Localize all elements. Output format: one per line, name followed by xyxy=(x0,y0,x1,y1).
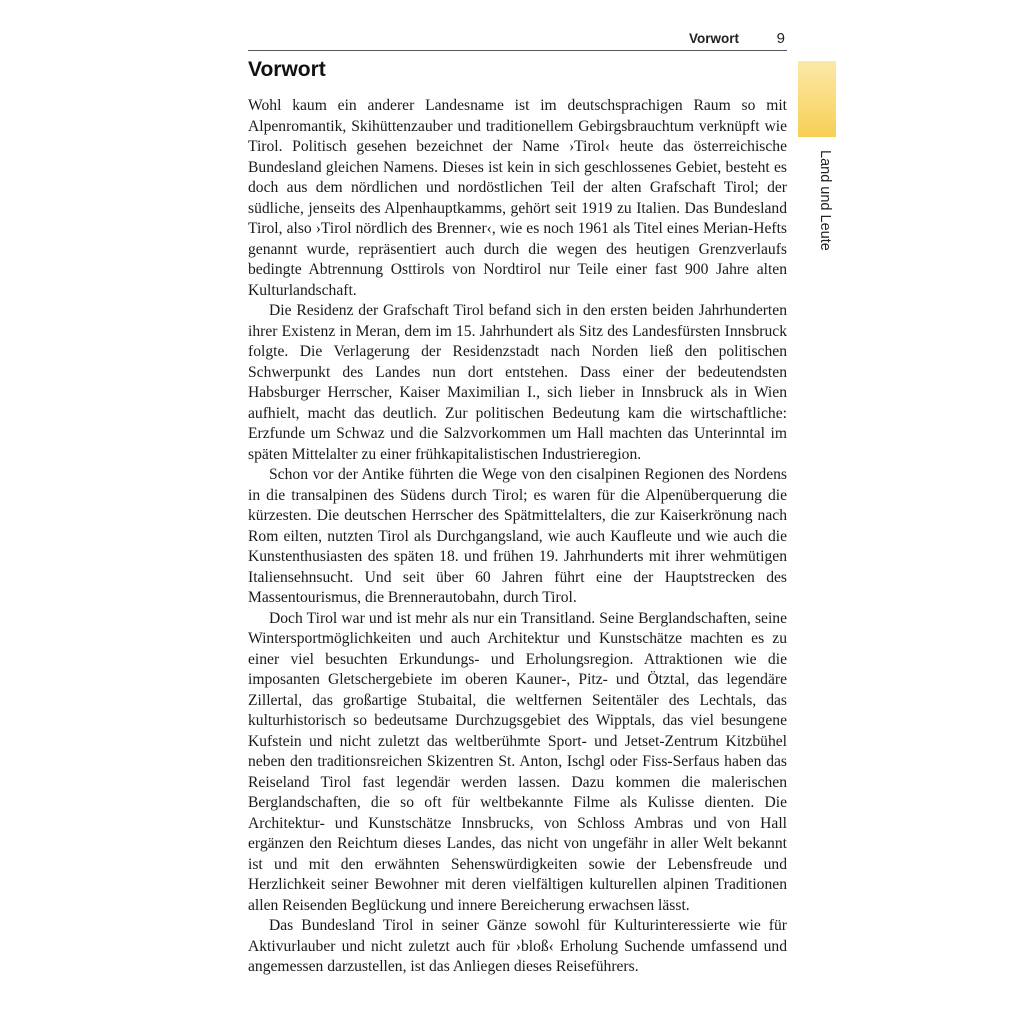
paragraph: Das Bundesland Tirol in seiner Gänze sowohl für Kulturinteressierte wie für Aktivurlauber und nicht zuletzt auch für ›bloß‹ Erholung Suchende umfassend und angemessen darzustellen, ist das Anliegen dieses Reiseführers. xyxy=(248,917,787,975)
running-head xyxy=(248,30,787,51)
chapter-title: Vorwort xyxy=(248,58,326,81)
side-section-label: Land und Leute xyxy=(817,150,833,251)
paragraph: Die Residenz der Grafschaft Tirol befand sich in den ersten beiden Jahrhunderten ihrer Existenz in Meran, dem im 15. Jahrhundert als Sitz des Landesfürsten Innsbruck folgte. Die Verlagerung der Residenzstadt nach Norden ließ den politischen Schwerpunkt des Landes nun dort entstehen. Dass einer der bedeutendsten Habsburger Herrscher, Kaiser Maximilian I., sich lieber in Innsbruck als in Wien aufhielt, macht das deutlich. Zur politischen Bedeutung kam die wirtschaftliche: Erzfunde um Schwaz und die Salzvorkommen um Hall machten das Unterinntal im späten Mittelalter zu einer frühkapitalistischen Industrieregion. xyxy=(248,302,787,463)
paragraph: Schon vor der Antike führten die Wege von den cisalpinen Regionen des Nordens in die transalpinen des Südens durch Tirol; es waren für die Alpenüberquerung die kürzesten. Die deutschen Herrscher des Spätmittelalters, die zur Kaiserkrönung nach Rom eilten, nutzten Tirol als Durchgangsland, wie auch Kaufleute und wie auch die Kunstenthusiasten des späten 18. und frühen 19. Jahrhunderts mit ihrer wehmütigen Italiensehnsucht. Und seit über 60 Jahren führt eine der Hauptstrecken des Massentourismus, die Brennerautobahn, durch Tirol. xyxy=(248,466,787,606)
page-number: 9 xyxy=(776,30,785,47)
body-text xyxy=(248,96,787,978)
running-head-section: Vorwort xyxy=(689,31,739,46)
paragraph: Wohl kaum ein anderer Landesname ist im deutschsprachigen Raum so mit Alpenromantik, Skihüttenzauber und traditionellem Gebirgsbrauchtum verknüpft wie Tirol. Politisch gesehen bezeichnet der Name ›Tirol‹ heute das österreichische Bundesland gleichen Namens. Dieses ist kein in sich geschlossenes Gebiet, besteht es doch aus dem nördlichen und nordöstlichen Teil der alten Grafschaft Tirol; der südliche, jenseits des Alpenhauptkamms, gehört seit 1919 zu Italien. Das Bundesland Tirol, also ›Tirol nördlich des Brenner‹, wie es noch 1961 als Titel eines Merian-Hefts genannt wurde, repräsentiert auch durch die wegen des heutigen Grenzverlaufs bedingte Abtrennung Osttirols von Nordtirol nur Teile einer fast 900 Jahre alten Kulturlandschaft. xyxy=(248,97,787,299)
paragraph: Doch Tirol war und ist mehr als nur ein Transitland. Seine Berglandschaften, seine Wintersportmöglichkeiten und auch Architektur und Kunstschätze machten es zu einer viel besuchten Erkundungs- und Erholungsregion. Attraktionen wie die imposanten Gletschergebiete im oberen Kauner-, Pitz- und Ötztal, das legendäre Zillertal, das großartige Stubaital, die weltfernen Seitentäler des Lechtals, das kulturhistorisch so bedeutsame Durchzugsgebiet des Wipptals, das viel besungene Kufstein und nicht zuletzt das weltberühmte Sport- und Jetset-Zentrum Kitzbühel neben den traditionsreichen Skizentren St. Anton, Ischgl oder Fiss-Serfaus haben das Reiseland Tirol fast legendär werden lassen. Dazu kommen die malerischen Berglandschaften, die so oft für weltbekannte Filme als Kulisse dienten. Die Architektur- und Kunstschätze Innsbrucks, von Schloss Ambras und von Hall ergänzen den Reichtum dieses Landes, das nicht von ungefähr in aller Welt bekannt ist und mit den erwähnten Sehenswürdigkeiten sowie der Lebensfreude und Herzlichkeit seiner Bewohner mit deren vielfältigen kulturellen alpinen Traditionen allen Reisenden Beglückung und innere Bereicherung erwachsen lässt. xyxy=(248,609,787,914)
thumb-index-tab xyxy=(798,61,836,137)
